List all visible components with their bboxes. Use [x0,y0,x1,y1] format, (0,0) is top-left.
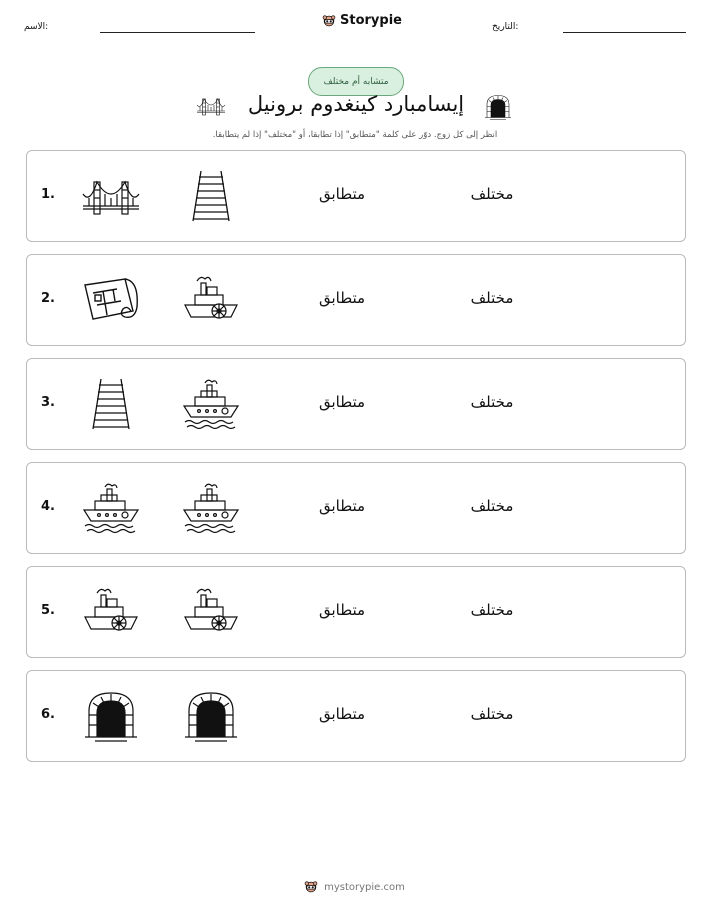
row-number: 6. [41,707,55,722]
different-option[interactable]: مختلف [470,289,514,307]
bridge-icon [81,169,141,223]
exercise-row [26,566,686,658]
steamship-icon [181,481,241,535]
same-option[interactable]: متطابق [318,185,366,203]
exercise-row [26,670,686,762]
steamship-icon [81,481,141,535]
tunnel-icon [81,689,141,743]
paddle-steamer-icon [181,273,241,327]
instructions: انظر إلى كل زوج. دوّر على كلمة "متطابق" إذا تطابقا، أو "مختلف" إذا لم يتطابقا. [212,130,498,140]
bridge-icon [196,94,226,118]
different-option[interactable]: مختلف [470,393,514,411]
page-title: إيسامبارد كينغدوم برونيل [247,92,465,116]
same-option[interactable]: متطابق [318,497,366,515]
paddle-steamer-icon [181,585,241,639]
different-option[interactable]: مختلف [470,601,514,619]
date-label: التاريخ: [492,22,519,32]
exercise-row [26,254,686,346]
date-field-line[interactable] [563,32,686,33]
exercise-row [26,358,686,450]
row-number: 5. [41,603,55,618]
exercise-row [26,462,686,554]
page-footer [0,880,709,894]
footer-url: mystorypie.com [324,881,405,893]
blueprint-icon [81,273,141,327]
row-number: 4. [41,499,55,514]
railway-track-icon [181,169,241,223]
name-label: الاسم: [24,22,49,32]
topic-badge: متشابه أم مختلف [308,67,404,96]
same-option[interactable]: متطابق [318,601,366,619]
different-option[interactable]: مختلف [470,497,514,515]
tunnel-icon [483,92,513,122]
title-row [0,92,709,126]
steamship-icon [181,377,241,431]
paddle-steamer-icon [81,585,141,639]
brand-name: Storypie [340,13,402,28]
row-number: 3. [41,395,55,410]
different-option[interactable]: مختلف [470,185,514,203]
name-field-line[interactable] [100,32,255,33]
exercise-row [26,150,686,242]
same-option[interactable]: متطابق [318,705,366,723]
storypie-logo-icon [304,880,318,894]
brand-logo [322,13,402,28]
page-header [0,10,709,50]
same-option[interactable]: متطابق [318,289,366,307]
railway-track-icon [81,377,141,431]
row-number: 1. [41,187,55,202]
same-option[interactable]: متطابق [318,393,366,411]
different-option[interactable]: مختلف [470,705,514,723]
row-number: 2. [41,291,55,306]
tunnel-icon [181,689,241,743]
storypie-logo-icon [322,14,336,28]
